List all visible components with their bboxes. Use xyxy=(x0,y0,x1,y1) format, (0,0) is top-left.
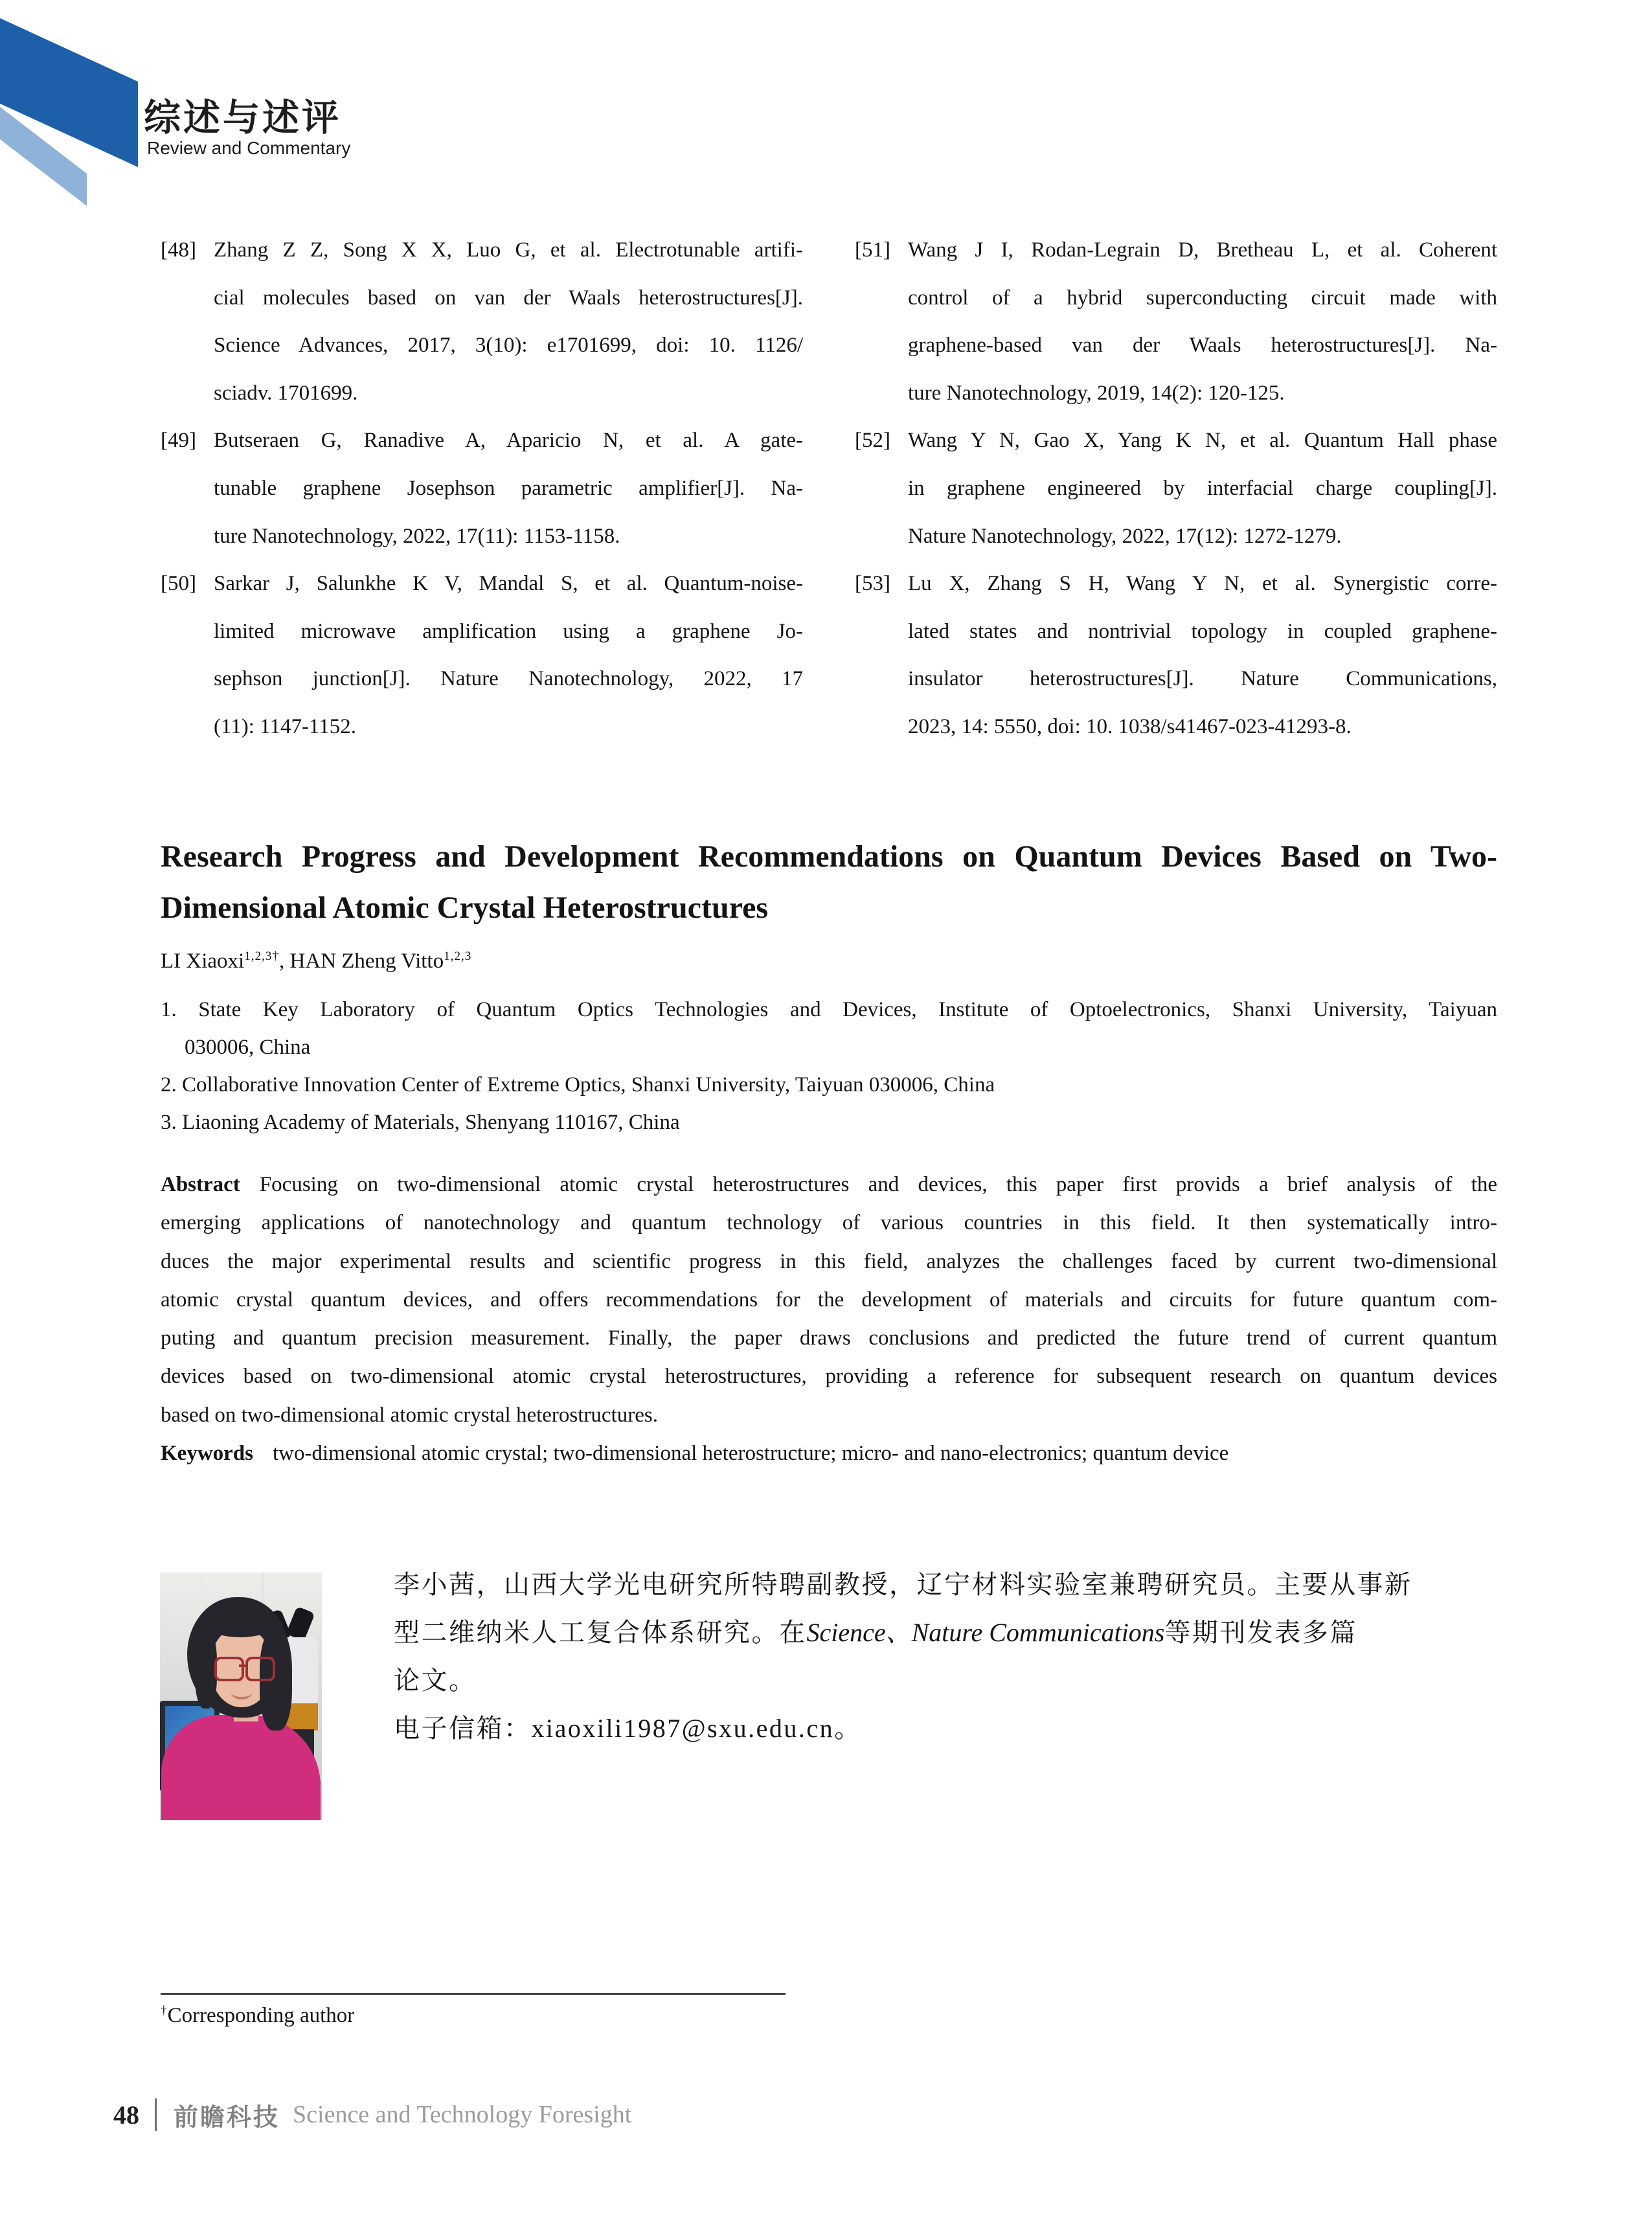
keywords-text: two-dimensional atomic crystal; two-dimensional heterostructure; micro- and nano-electronics; quantum device xyxy=(273,1442,1229,1466)
article-title-line: Research Progress and Development Recommendations on Quantum Devices Based on Two- xyxy=(161,839,1497,874)
reference-label: [52] xyxy=(855,429,890,453)
reference-line: ture Nanotechnology, 2022, 17(11): 1153-1158. xyxy=(214,524,620,548)
journal-name-cn: 前瞻科技 xyxy=(174,2104,280,2131)
reference-line: Nature Nanotechnology, 2022, 17(12): 1272-1279. xyxy=(908,524,1342,548)
reference-line: Butseraen G, Ranadive A, Aparicio N, et al. A gate- xyxy=(214,429,803,453)
author-affiliation-superscript: 1,2,3† xyxy=(244,949,280,963)
abstract-line: emerging applications of nanotechnology and quantum technology of various countries in this field. It then systematically intro- xyxy=(161,1211,1497,1235)
author-bio-text xyxy=(394,1561,1499,1753)
reference-label: [51] xyxy=(855,238,890,262)
reference-line: lated states and nontrivial topology in coupled graphene- xyxy=(908,619,1497,643)
author-name: LI Xiaoxi xyxy=(161,949,245,973)
reference-line: insulator heterostructures[J]. Nature Communications, xyxy=(908,667,1497,691)
article-title-line: Dimensional Atomic Crystal Heterostructures xyxy=(161,891,769,925)
affiliation-line: 1. State Key Laboratory of Quantum Optics Technologies and Devices, Institute of Optoelectronics, Shanxi University, Taiyuan xyxy=(161,998,1497,1021)
reference-label: [53] xyxy=(855,572,890,596)
bio-line xyxy=(394,1561,1499,1609)
reference-line: tunable graphene Josephson parametric amplifier[J]. Na- xyxy=(214,476,803,500)
page-footer xyxy=(113,2096,631,2133)
reference-line: 2023, 14: 5550, doi: 10. 1038/s41467-023-41293-8. xyxy=(908,714,1352,738)
corresponding-author-text: Corresponding author xyxy=(167,2004,355,2027)
abstract-text: Focusing on two-dimensional atomic crystal heterostructures and devices, this paper first provids a brief analysis of the xyxy=(259,1173,1497,1196)
author-photo xyxy=(160,1573,322,1820)
references-column-right xyxy=(855,227,1497,751)
bio-text-segment: 等期刊发表多篇 xyxy=(1164,1618,1357,1647)
reference-item xyxy=(855,227,1497,417)
bio-line xyxy=(394,1705,1499,1753)
corresponding-author-note xyxy=(161,2004,354,2028)
affiliation-line: 2. Collaborative Innovation Center of Extreme Optics, Shanxi University, Taiyuan 030006, China xyxy=(161,1073,995,1096)
reference-line: cial molecules based on van der Waals heterostructures[J]. xyxy=(214,286,803,310)
reference-line: sephson junction[J]. Nature Nanotechnology, 2022, 17 xyxy=(214,667,803,691)
reference-item xyxy=(161,227,803,417)
photo-microscope-eyepiece xyxy=(286,1606,315,1641)
reference-line: Wang J I, Rodan-Legrain D, Bretheau L, et al. Coherent xyxy=(908,238,1497,262)
section-category-cn: 综述与述评 xyxy=(144,97,341,139)
journal-name-en: Science and Technology Foresight xyxy=(293,2101,632,2128)
abstract-line: devices based on two-dimensional atomic crystal heterostructures, providing a reference for subsequent research on quantum devices xyxy=(161,1365,1497,1389)
reference-line: Sarkar J, Salunkhe K V, Mandal S, et al. Quantum-noise- xyxy=(214,572,803,596)
abstract-line xyxy=(161,1166,1497,1204)
reference-item xyxy=(855,560,1497,751)
bio-line xyxy=(394,1609,1499,1657)
author-name: , HAN Zheng Vitto xyxy=(279,949,444,973)
reference-line: in graphene engineered by interfacial charge coupling[J]. xyxy=(908,476,1497,500)
reference-item xyxy=(161,560,803,751)
abstract-line: atomic crystal quantum devices, and offers recommendations for the development of materials and circuits for future quantum com- xyxy=(161,1288,1497,1312)
bio-text-segment: 型二维纳米人工复合体系研究。在 xyxy=(394,1618,807,1647)
abstract-block xyxy=(161,1166,1497,1473)
affiliations xyxy=(161,991,1497,1141)
reference-label: [48] xyxy=(161,238,196,262)
reference-line: ture Nanotechnology, 2019, 14(2): 120-125. xyxy=(908,381,1285,405)
dagger-symbol: † xyxy=(161,2004,168,2017)
reference-label: [50] xyxy=(161,572,196,596)
reference-line: Lu X, Zhang S H, Wang Y N, et al. Synergistic corre- xyxy=(908,572,1497,596)
page-number: 48 xyxy=(113,2100,139,2129)
photo-person-smile xyxy=(231,1687,252,1699)
bio-journal-names-italic: Science、Nature Communications xyxy=(806,1618,1165,1647)
abstract-line: duces the major experimental results and scientific progress in this field, analyzes the challenges faced by current two-dimensional xyxy=(161,1249,1497,1273)
section-category-en: Review and Commentary xyxy=(147,138,351,158)
reference-item xyxy=(161,417,803,560)
keywords-label: Keywords xyxy=(161,1442,253,1466)
photo-person-glasses xyxy=(214,1657,244,1681)
bio-text-segment: 李小茜，山西大学光电研究所特聘副教授，辽宁材料实验室兼聘研究员。主要从事新 xyxy=(394,1570,1412,1599)
bio-text-segment: 电子信箱：xiaoxili1987@sxu.edu.cn。 xyxy=(394,1714,862,1743)
footer-divider-bar xyxy=(155,2098,157,2131)
reference-label: [49] xyxy=(161,429,196,453)
abstract-line: puting and quantum precision measurement. Finally, the paper draws conclusions and predicted the future trend of current quantum xyxy=(161,1326,1497,1350)
bio-text-segment: 论文。 xyxy=(394,1666,477,1695)
reference-line: Wang Y N, Gao X, Yang K N, et al. Quantum Hall phase xyxy=(908,429,1497,453)
author-affiliation-superscript: 1,2,3 xyxy=(444,949,472,963)
reference-line: limited microwave amplification using a graphene Jo- xyxy=(214,619,803,643)
photo-person-hair-side xyxy=(195,1630,217,1709)
article-title xyxy=(161,831,1497,933)
references-column-left xyxy=(161,227,803,751)
reference-line: (11): 1147-1152. xyxy=(214,714,356,738)
footnote-divider xyxy=(161,1993,786,1995)
author-line xyxy=(161,949,471,973)
bio-line xyxy=(394,1657,1499,1705)
affiliation-line: 3. Liaoning Academy of Materials, Shenyang 110167, China xyxy=(161,1111,680,1134)
reference-line: control of a hybrid superconducting circuit made with xyxy=(908,286,1497,310)
photo-person-glasses xyxy=(245,1657,275,1681)
affiliation-line: 030006, China xyxy=(185,1036,311,1059)
reference-line: Zhang Z Z, Song X X, Luo G, et al. Electrotunable artifi- xyxy=(214,238,803,262)
reference-line: graphene-based van der Waals heterostructures[J]. Na- xyxy=(908,334,1497,358)
reference-line: sciadv. 1701699. xyxy=(214,381,358,405)
keywords-line xyxy=(161,1435,1497,1473)
reference-item xyxy=(855,417,1497,560)
reference-line: Science Advances, 2017, 3(10): e1701699, doi: 10. 1126/ xyxy=(214,334,803,358)
photo-person-glasses-bridge xyxy=(239,1664,245,1667)
abstract-label: Abstract xyxy=(161,1173,240,1196)
abstract-line: based on two-dimensional atomic crystal heterostructures. xyxy=(161,1403,658,1427)
